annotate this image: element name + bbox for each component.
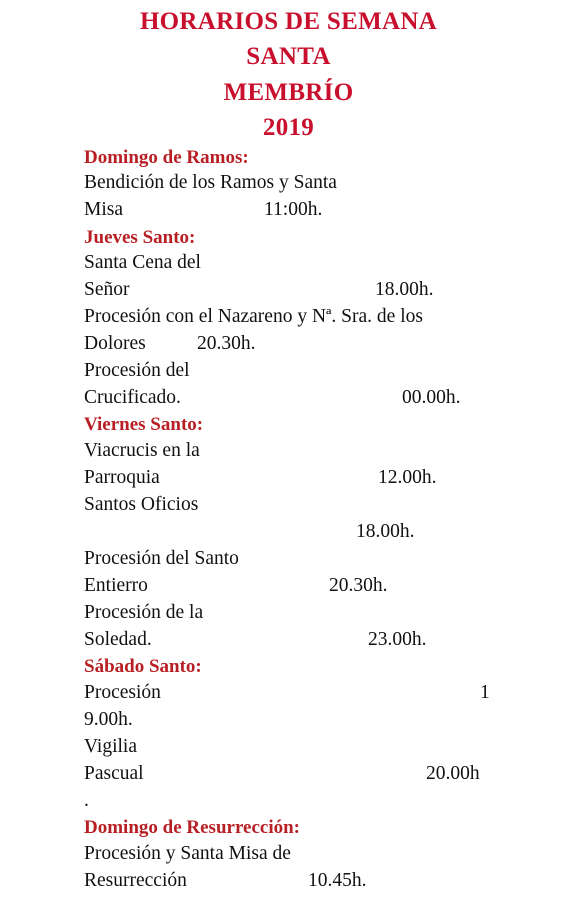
schedule-text: Entierro [84, 575, 148, 596]
schedule-text: Crucificado. [84, 387, 181, 408]
schedule-time: 20.00h [426, 763, 480, 784]
schedule-text: Soledad. [84, 629, 152, 650]
schedule-text: . [84, 790, 89, 811]
schedule-time: 18.00h. [375, 279, 434, 300]
schedule-text: Procesión y Santa Misa de [84, 843, 291, 864]
schedule-text: Resurrección [84, 870, 187, 891]
schedule-text: Viacrucis en la [84, 440, 200, 461]
schedule-text: Procesión [84, 682, 161, 703]
schedule-text: Dolores [84, 333, 146, 354]
schedule-text: Señor [84, 279, 130, 300]
section-heading-sabado-santo: Sábado Santo: [84, 656, 202, 677]
schedule-text: Procesión del [84, 360, 190, 381]
schedule-text: Santa Cena del [84, 252, 201, 273]
schedule-time: 10.45h. [308, 870, 367, 891]
schedule-time: 1 [480, 682, 490, 703]
section-heading-jueves-santo: Jueves Santo: [84, 227, 196, 248]
page-title-line-3: MEMBRÍO [223, 79, 354, 106]
schedule-text: Procesión del Santo [84, 548, 239, 569]
schedule-text: Pascual [84, 763, 144, 784]
schedule-text: Misa [84, 199, 123, 220]
schedule-text: Bendición de los Ramos y Santa [84, 172, 337, 193]
schedule-text: Vigilia [84, 736, 137, 757]
schedule-time: 23.00h. [368, 629, 427, 650]
schedule-time: 20.30h. [197, 333, 256, 354]
schedule-time: 12.00h. [378, 467, 437, 488]
section-heading-domingo-resurreccion: Domingo de Resurrección: [84, 817, 301, 838]
section-heading-viernes-santo: Viernes Santo: [84, 414, 204, 435]
page-title-line-1: HORARIOS DE SEMANA [139, 8, 438, 35]
schedule-text: Procesión de la [84, 602, 204, 623]
schedule-time: 9.00h. [84, 709, 133, 730]
page-title-line-4: 2019 [262, 114, 315, 141]
schedule-time: 20.30h. [329, 575, 388, 596]
schedule-text: Parroquia [84, 467, 160, 488]
schedule-text: Procesión con el Nazareno y Nª. Sra. de los [84, 306, 423, 327]
section-heading-domingo-ramos: Domingo de Ramos: [84, 147, 249, 168]
schedule-time: 18.00h. [356, 521, 415, 542]
schedule-time: 00.00h. [402, 387, 461, 408]
schedule-text: Santos Oficios [84, 494, 199, 515]
page-title-line-2: SANTA [246, 43, 331, 70]
schedule-time: 11:00h. [264, 199, 323, 220]
